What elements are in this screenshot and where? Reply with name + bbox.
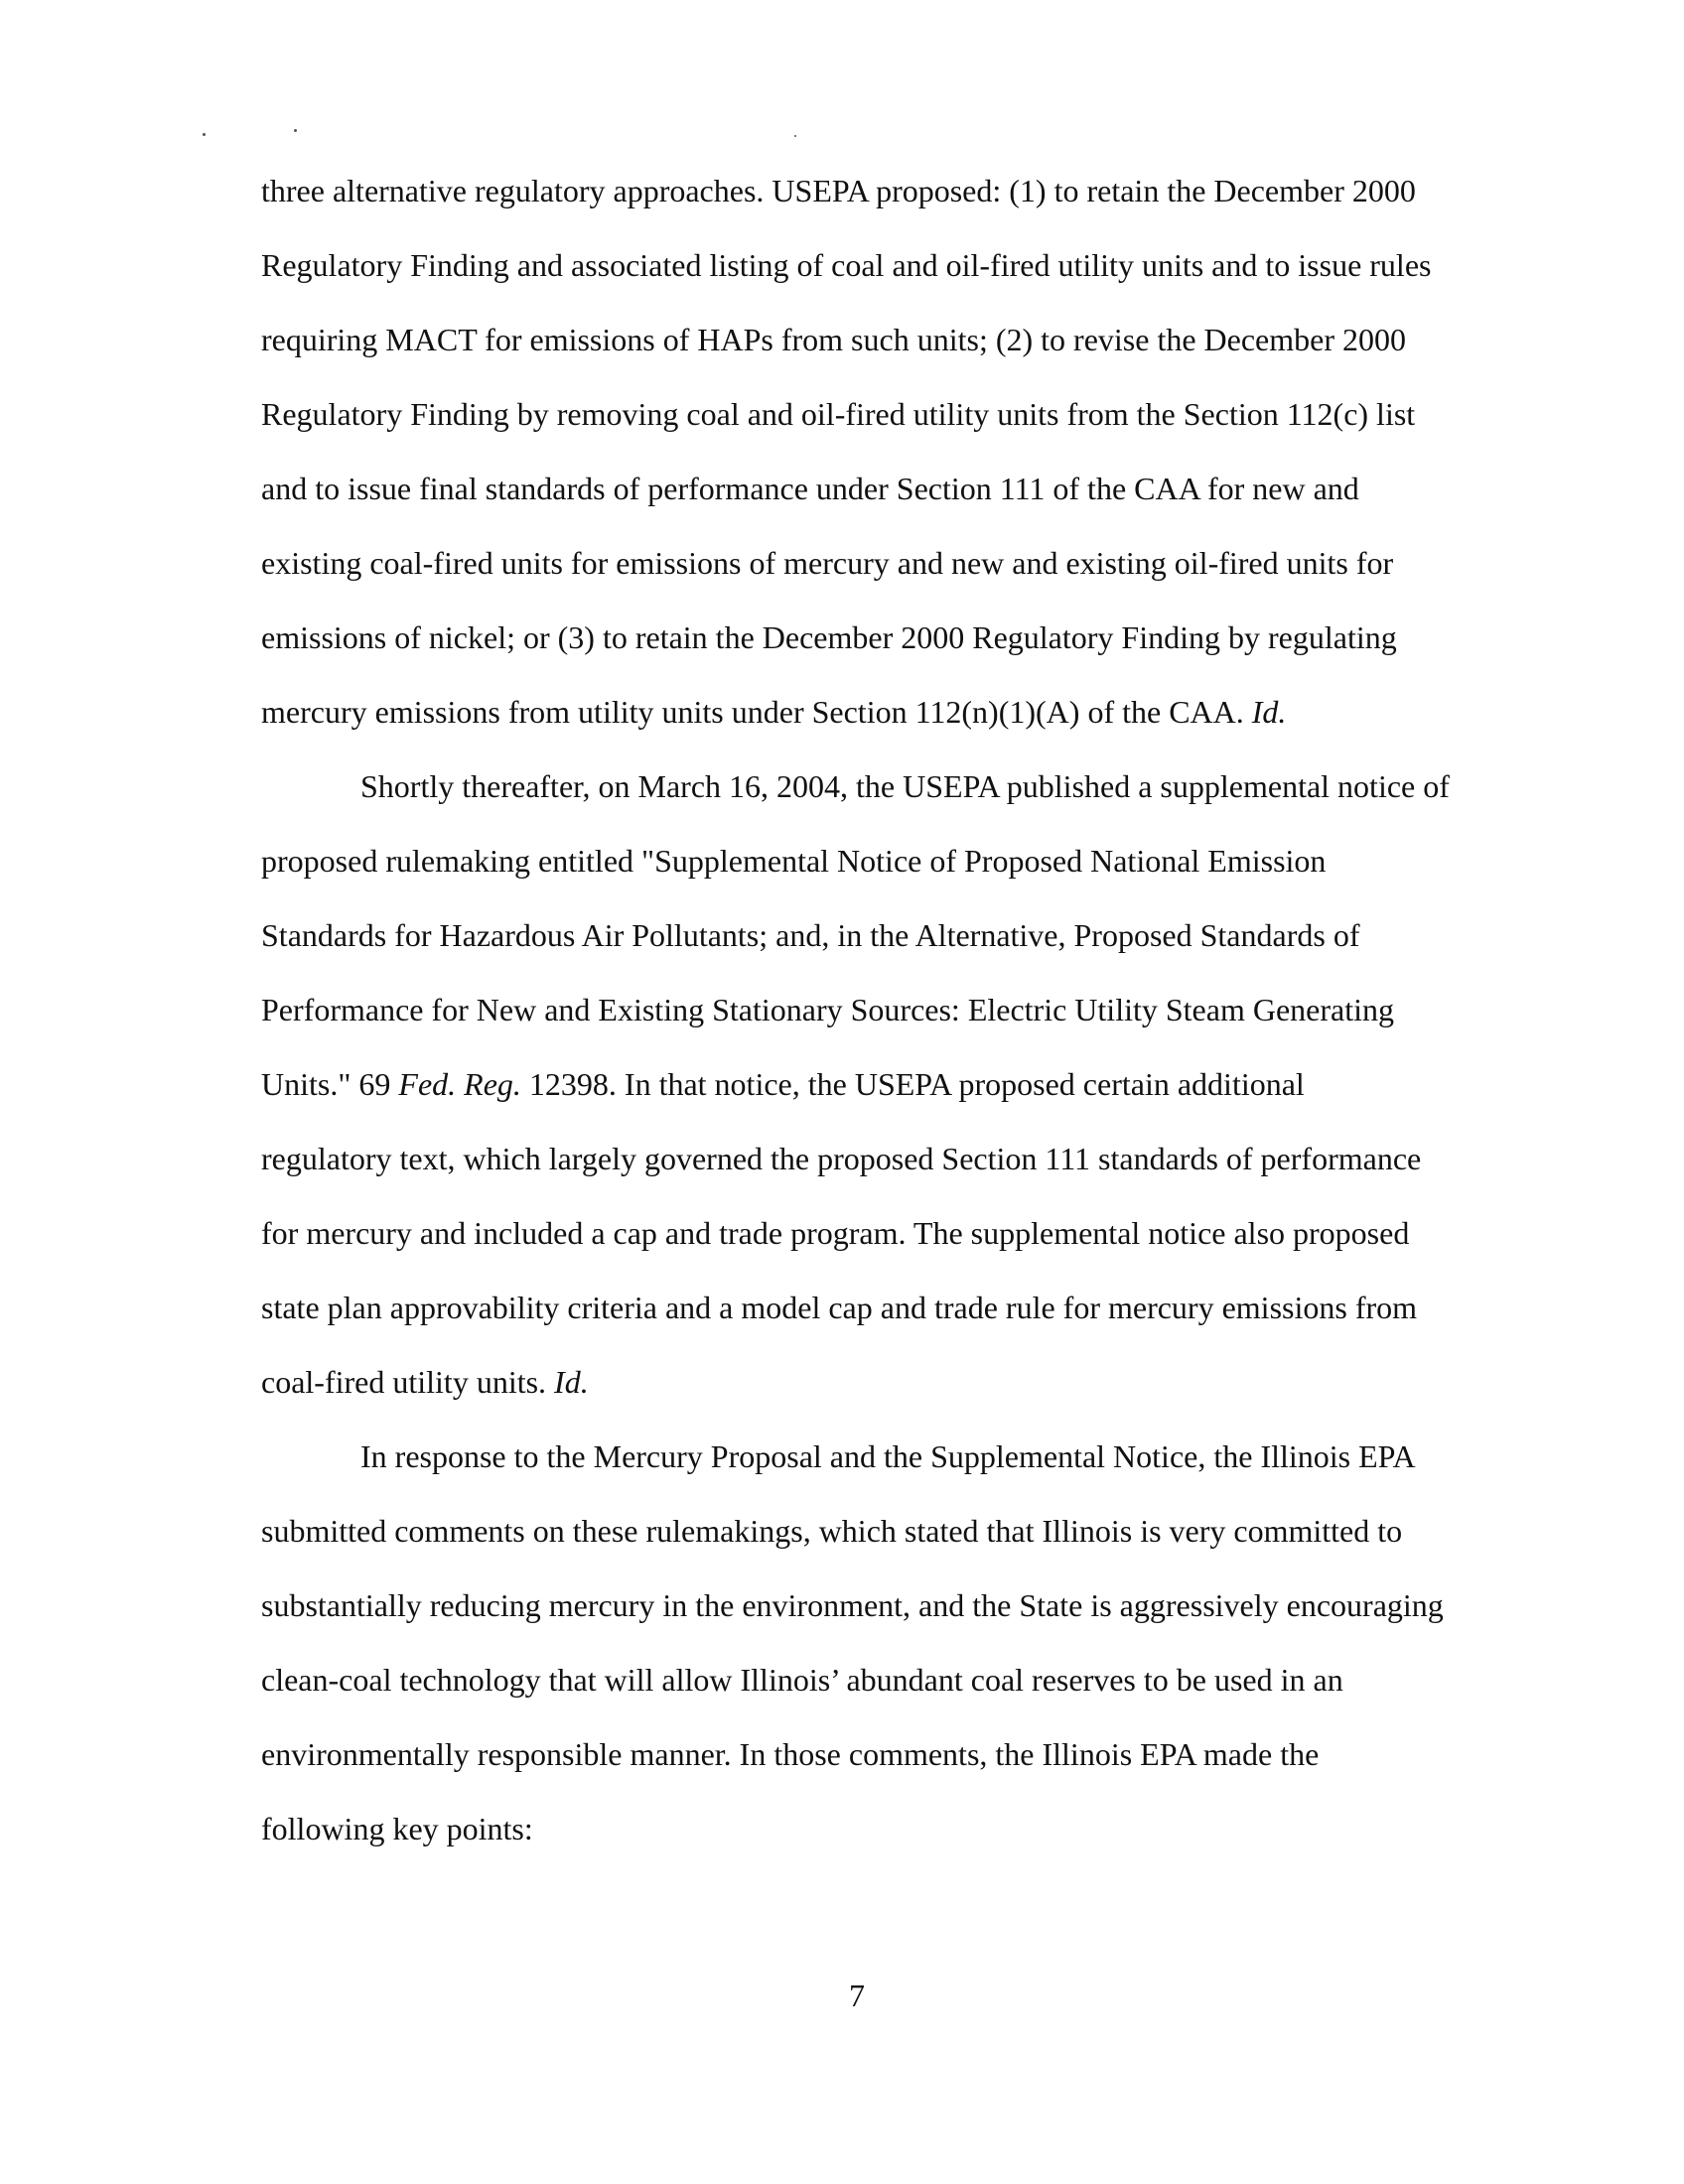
scan-artifact (203, 133, 206, 136)
text-line: and to issue final standards of performance under Section 111 of the CAA for new and (261, 471, 1359, 506)
text-segment: Units." 69 (261, 1066, 399, 1102)
text-line: submitted comments on these rulemakings, which stated that Illinois is very committed to (261, 1513, 1403, 1549)
text-line (261, 1362, 589, 1402)
text-line: substantially reducing mercury in the environment, and the State is aggressively encouraging (261, 1587, 1444, 1623)
text-line (261, 1064, 1305, 1104)
text-line: three alternative regulatory approaches. USEPA proposed: (1) to retain the December 2000 (261, 173, 1416, 208)
page-number: 7 (849, 1978, 865, 2013)
scan-artifact (794, 135, 796, 137)
text-segment: 12398. In that notice, the USEPA proposed certain additional (520, 1066, 1305, 1102)
text-line: Standards for Hazardous Air Pollutants; and, in the Alternative, Proposed Standards of (261, 917, 1360, 953)
text-line: clean-coal technology that will allow Illinois’ abundant coal reserves to be used in an (261, 1662, 1343, 1698)
text-line: proposed rulemaking entitled "Supplemental Notice of Proposed National Emission (261, 843, 1327, 879)
text-line: Shortly thereafter, on March 16, 2004, the USEPA published a supplemental notice of (360, 768, 1450, 804)
text-line (261, 692, 1286, 732)
text-line: existing coal-fired units for emissions of mercury and new and existing oil-fired units for (261, 545, 1394, 581)
text-line: state plan approvability criteria and a model cap and trade rule for mercury emissions from (261, 1290, 1418, 1325)
text-line: environmentally responsible manner. In those comments, the Illinois EPA made the (261, 1736, 1320, 1772)
scan-artifact (294, 129, 297, 132)
citation-id: Id. (554, 1364, 589, 1400)
citation-fed-reg: Fed. Reg. (398, 1066, 521, 1102)
text-line: requiring MACT for emissions of HAPs from such units; (2) to revise the December 2000 (261, 322, 1406, 357)
text-line: regulatory text, which largely governed the proposed Section 111 standards of performance (261, 1141, 1422, 1176)
text-segment: coal-fired utility units. (261, 1364, 555, 1400)
citation-id: Id. (1251, 694, 1287, 730)
text-line: Regulatory Finding and associated listing of coal and oil-fired utility units and to issue rules (261, 247, 1432, 283)
text-line: In response to the Mercury Proposal and the Supplemental Notice, the Illinois EPA (360, 1438, 1416, 1474)
text-line: emissions of nickel; or (3) to retain the December 2000 Regulatory Finding by regulating (261, 619, 1397, 655)
text-line: Performance for New and Existing Stationary Sources: Electric Utility Steam Generating (261, 992, 1394, 1027)
text-line: Regulatory Finding by removing coal and oil-fired utility units from the Section 112(c) list (261, 396, 1416, 432)
text-segment: mercury emissions from utility units under Section 112(n)(1)(A) of the CAA. (261, 694, 1252, 730)
text-line: for mercury and included a cap and trade program. The supplemental notice also proposed (261, 1215, 1410, 1251)
text-line: following key points: (261, 1811, 533, 1846)
